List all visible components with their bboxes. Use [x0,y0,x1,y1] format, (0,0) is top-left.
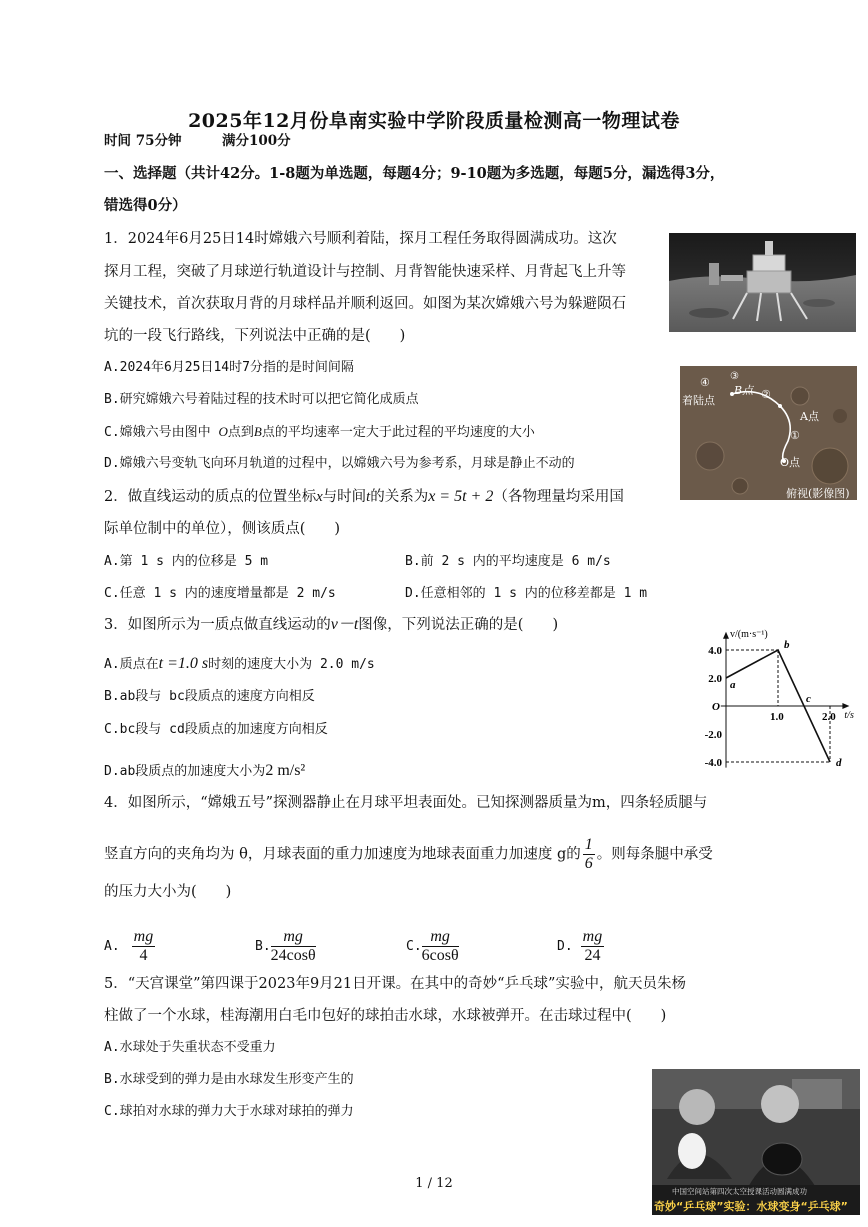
q5-option-b: B.水球受到的弹力是由水球发生形变产生的 [104,1072,354,1087]
q2-option-c: C.任意 1 s 内的速度增量都是 2 m/s [104,586,336,601]
x-tick-label: 1.0 [770,711,784,723]
map-label-b: B点 [734,384,754,397]
map-label-a: A点 [800,410,819,423]
x-tick-label: 2.0 [822,711,836,723]
exam-score: 满分100分 [222,133,291,149]
q5-stem-1: 5．“天宫课堂”第四课于2023年9月21日开课。在其中的奇妙“乒乓球”实验中，航天员朱杨 [104,976,686,992]
q4-option-d: D. $\frac{mg}{24}$ [557,928,603,964]
page-title: 2025年12月份阜南实验中学阶段质量检测高一物理试卷 [188,110,680,132]
map-label-landing: 着陆点 [682,394,715,407]
q4-option-c: C. $\frac{mg}{6\cos\theta}$ [406,928,459,964]
exam-time: 时间 75分钟 [104,133,182,149]
q1-option-d: D.嫦娥六号变轨飞向环月轨道的过程中，以嫦娥六号为参考系，月球是静止不动的 [104,456,575,471]
q2-stem-1: 2．做直线运动的质点的位置坐标x与时间t的关系为x = 5t + 2（各物理量均采用国 [104,488,624,505]
origin-label: O [712,701,720,713]
q2-option-b: B.前 2 s 内的平均速度是 6 m/s [405,554,611,569]
q5-option-a: A.水球处于失重状态不受重力 [104,1040,276,1055]
photo-caption-2: 奇妙“乒乓球”实验：水球变身“乒乓球” [654,1200,848,1213]
point-label-c: c [806,693,811,705]
x-axis-arrow [842,703,849,709]
y-tick-label: 2.0 [708,673,722,685]
q4-option-b: B. $\frac{mg}{24\cos\theta}$ [255,928,316,964]
q3-option-d: D.ab段质点的加速度大小为2 m/s² [104,762,306,779]
point-label-a: a [730,679,736,691]
q4-option-a: A. $\frac{mg}{4}$ [104,928,154,964]
y-axis-arrow [723,632,729,639]
section-heading: 一、选择题（共计42分。1-8题为单选题，每题4分；9-10题为多选题，每题5分，漏选得3分， [104,165,725,182]
astronaut-photo [652,1069,860,1215]
map-caption: 俯视(影像图) [786,487,850,500]
q1-stem-4: 坑的一段飞行路线，下列说法中正确的是( ) [104,328,406,344]
point-label-b: b [784,639,790,651]
q1-stem-1: 1．2024年6月25日14时嫦娥六号顺利着陆，探月工程任务取得圆满成功。这次 [104,231,617,247]
vt-chart-svg [688,622,860,772]
q3-stem: 3．如图所示为一质点做直线运动的v－t图像，下列说法正确的是( ) [104,616,559,633]
q2-option-a: A.第 1 s 内的位移是 5 m [104,554,269,569]
vt-chart [688,622,860,772]
q4-stem-1: 4．如图所示，“嫦娥五号”探测器静止在月球平坦表面处。已知探测器质量为m，四条轻质腿与 [104,795,708,811]
section-heading-2: 错选得0分） [104,197,187,214]
x-axis-label: t/s [844,710,854,721]
q2-stem-2: 际单位制中的单位），侧该质点( ) [104,521,341,537]
q1-option-c: C.嫦娥六号由图中 O点到B点的平均速率一定大于此过程的平均速度的大小 [104,424,535,440]
map-label-4: ④ [700,376,710,389]
q1-stem-2: 探月工程，突破了月球逆行轨道设计与控制、月背智能快速采样、月背起飞上升等 [104,264,626,280]
q3-option-c: C.bc段与 cd段质点的加速度方向相反 [104,722,328,737]
q4-stem-3: 的压力大小为( ) [104,884,232,900]
y-tick-label: -2.0 [704,729,722,741]
q1-option-a: A.2024年6月25日14时7分指的是时间间隔 [104,360,354,375]
y-axis-label: v/(m·s⁻¹) [730,628,768,640]
q5-stem-2: 柱做了一个水球，桂海潮用白毛巾包好的球拍击水球，水球被弹开。在击球过程中( ) [104,1008,667,1024]
q2-option-d: D.任意相邻的 1 s 内的位移差都是 1 m [405,586,648,601]
point-label-d: d [836,757,842,769]
lander-photo [669,233,856,332]
page-number: 1 / 12 [415,1176,453,1191]
q1-stem-3: 关键技术，首次获取月背的月球样品并顺利返回。如图为某次嫦娥六号为躲避陨石 [104,296,626,312]
q3-option-b: B.ab段与 bc段质点的速度方向相反 [104,689,315,704]
q1-option-b: B.研究嫦娥六号着陆过程的技术时可以把它简化成质点 [104,392,419,407]
q3-option-a: A.质点在t =1.0 s时刻的速度大小为 2.0 m/s [104,655,375,672]
map-label-3: ③ [730,371,739,382]
y-tick-label: 4.0 [708,645,722,657]
photo-caption-1: 中国空间站第四次太空授课活动圆满成功 [672,1187,807,1196]
q5-option-c: C.球拍对水球的弹力大于水球对球拍的弹力 [104,1104,354,1119]
map-label-1: ① [790,429,800,442]
map-label-o: O点 [780,456,801,469]
q4-stem-2: 竖直方向的夹角均为 θ，月球表面的重力加速度为地球表面重力加速度 g的 $\frac{1}{6}$ 。则每条腿中承受 [104,836,713,872]
crater-map [680,366,857,500]
y-tick-label: -4.0 [704,757,722,769]
map-label-2: ② [761,388,771,401]
